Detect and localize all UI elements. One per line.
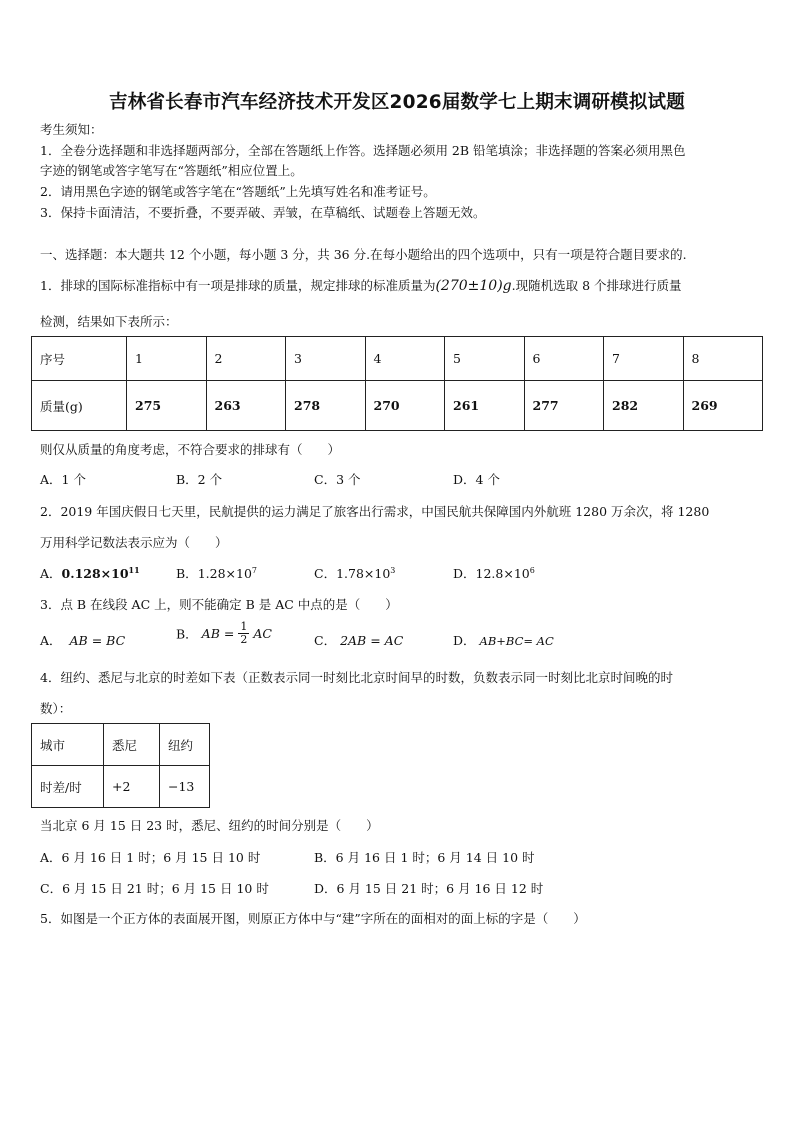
option-a: A．1 个	[40, 472, 86, 487]
option-c: C．$1.78\times 10^3$	[314, 566, 396, 581]
question-1-text: 1．排球的国际标准指标中有一项是排球的质量，规定排球的标准质量为	[40, 278, 436, 293]
question-1-text-tail: .现随机选取 8 个排球进行质量	[511, 278, 682, 293]
option-c: C． 2AB = AC	[314, 633, 404, 648]
table-cell: 4	[365, 337, 445, 381]
question-2-line: 2．2019 年国庆假日七天里，民航提供的运力满足了旅客出行需求，中国民航共保障国内外航班 1280 万余次，将 1280	[40, 504, 710, 519]
option-b: B．6 月 16 日 1 时；6 月 14 日 10 时	[314, 850, 535, 865]
table-cell: 275	[127, 381, 207, 431]
option-b: B．2 个	[176, 472, 223, 487]
table-row	[32, 766, 210, 808]
table-row	[32, 724, 210, 766]
question-1-formula: (270±10)g	[435, 278, 512, 294]
time-difference-table	[31, 723, 210, 808]
table-cell: 2	[206, 337, 286, 381]
option-b: B．$1.28\times 10^7$	[176, 566, 257, 581]
table-cell: 261	[445, 381, 525, 431]
table-cell: +2	[104, 766, 160, 808]
table-cell: −13	[160, 766, 210, 808]
table-cell: 1	[127, 337, 207, 381]
question-3-line: 3．点 B 在线段 AC 上，则不能确定 B 是 AC 中点的是（ ）	[40, 597, 398, 612]
option-b: B． AB = $\frac{1}{2}$ AC	[176, 620, 272, 646]
table-cell: 3	[286, 337, 366, 381]
question-4-prompt: 当北京 6 月 15 日 23 时，悉尼、纽约的时间分别是（ ）	[40, 818, 379, 833]
question-2-line: 万用科学记数法表示应为（ ）	[40, 535, 228, 550]
question-4-line: 4．纽约、悉尼与北京的时差如下表（正数表示同一时刻比北京时间早的时数，负数表示同一时刻比北京时间晚的时	[40, 670, 673, 685]
table-cell: 7	[604, 337, 684, 381]
table-row	[32, 381, 763, 431]
fraction: $\frac{1}{2}$	[240, 620, 248, 646]
notice-item: 2．请用黑色字迹的钢笔或答字笔在“答题纸”上先填写姓名和准考证号。	[40, 184, 436, 199]
question-1-prompt: 则仅从质量的角度考虑，不符合要求的排球有（ ）	[40, 442, 341, 457]
table-header-cell: 序号	[32, 337, 127, 381]
notice-item: 字迹的钢笔或答字笔写在“答题纸”相应位置上。	[40, 163, 303, 178]
table-row	[32, 337, 763, 381]
option-d: D．6 月 15 日 21 时；6 月 16 日 12 时	[314, 881, 544, 896]
table-cell: 278	[286, 381, 366, 431]
table-header-cell: 质量(g)	[32, 381, 127, 431]
option-d: D．4 个	[453, 472, 500, 487]
table-cell: 269	[683, 381, 763, 431]
option-d: D． AB+BC= AC	[453, 633, 554, 648]
table-cell: 5	[445, 337, 525, 381]
table-header-cell: 纽约	[160, 724, 210, 766]
option-a: A． AB = BC	[40, 633, 126, 648]
section-heading: 一、选择题：本大题共 12 个小题，每小题 3 分，共 36 分.在每小题给出的四个选项中，只有一项是符合题目要求的.	[40, 247, 687, 262]
option-c: C．6 月 15 日 21 时；6 月 15 日 10 时	[40, 881, 269, 896]
table-cell: 6	[524, 337, 604, 381]
table-cell: 277	[524, 381, 604, 431]
table-cell: 263	[206, 381, 286, 431]
page-title: 吉林省长春市汽车经济技术开发区2026届数学七上期末调研模拟试题	[109, 92, 685, 113]
table-header-cell: 城市	[32, 724, 104, 766]
option-d: D．$12.8\times 10^6$	[453, 566, 535, 581]
question-1-line	[40, 276, 682, 294]
option-c: C．3 个	[314, 472, 361, 487]
question-4-line: 数）：	[40, 701, 72, 716]
mass-table	[31, 336, 763, 431]
table-header-cell: 悉尼	[104, 724, 160, 766]
notice-heading: 考生须知：	[40, 122, 103, 137]
table-cell: 270	[365, 381, 445, 431]
notice-item: 3．保持卡面清洁，不要折叠，不要弄破、弄皱，在草稿纸、试题卷上答题无效。	[40, 205, 486, 220]
option-a: A．6 月 16 日 1 时；6 月 15 日 10 时	[40, 850, 261, 865]
option-a: A．$0.128\times 10^{11}$	[40, 565, 140, 581]
notice-item: 1．全卷分选择题和非选择题两部分，全部在答题纸上作答。选择题必须用 2B 铅笔填涂；非选择题的答案必须用黑色	[40, 143, 686, 158]
question-5-line: 5．如图是一个正方体的表面展开图，则原正方体中与“建”字所在的面相对的面上标的字是（ ）	[40, 911, 586, 926]
table-cell: 282	[604, 381, 684, 431]
table-cell: 8	[683, 337, 763, 381]
question-1-line: 检测，结果如下表所示：	[40, 314, 178, 329]
table-cell: 时差/时	[32, 766, 104, 808]
